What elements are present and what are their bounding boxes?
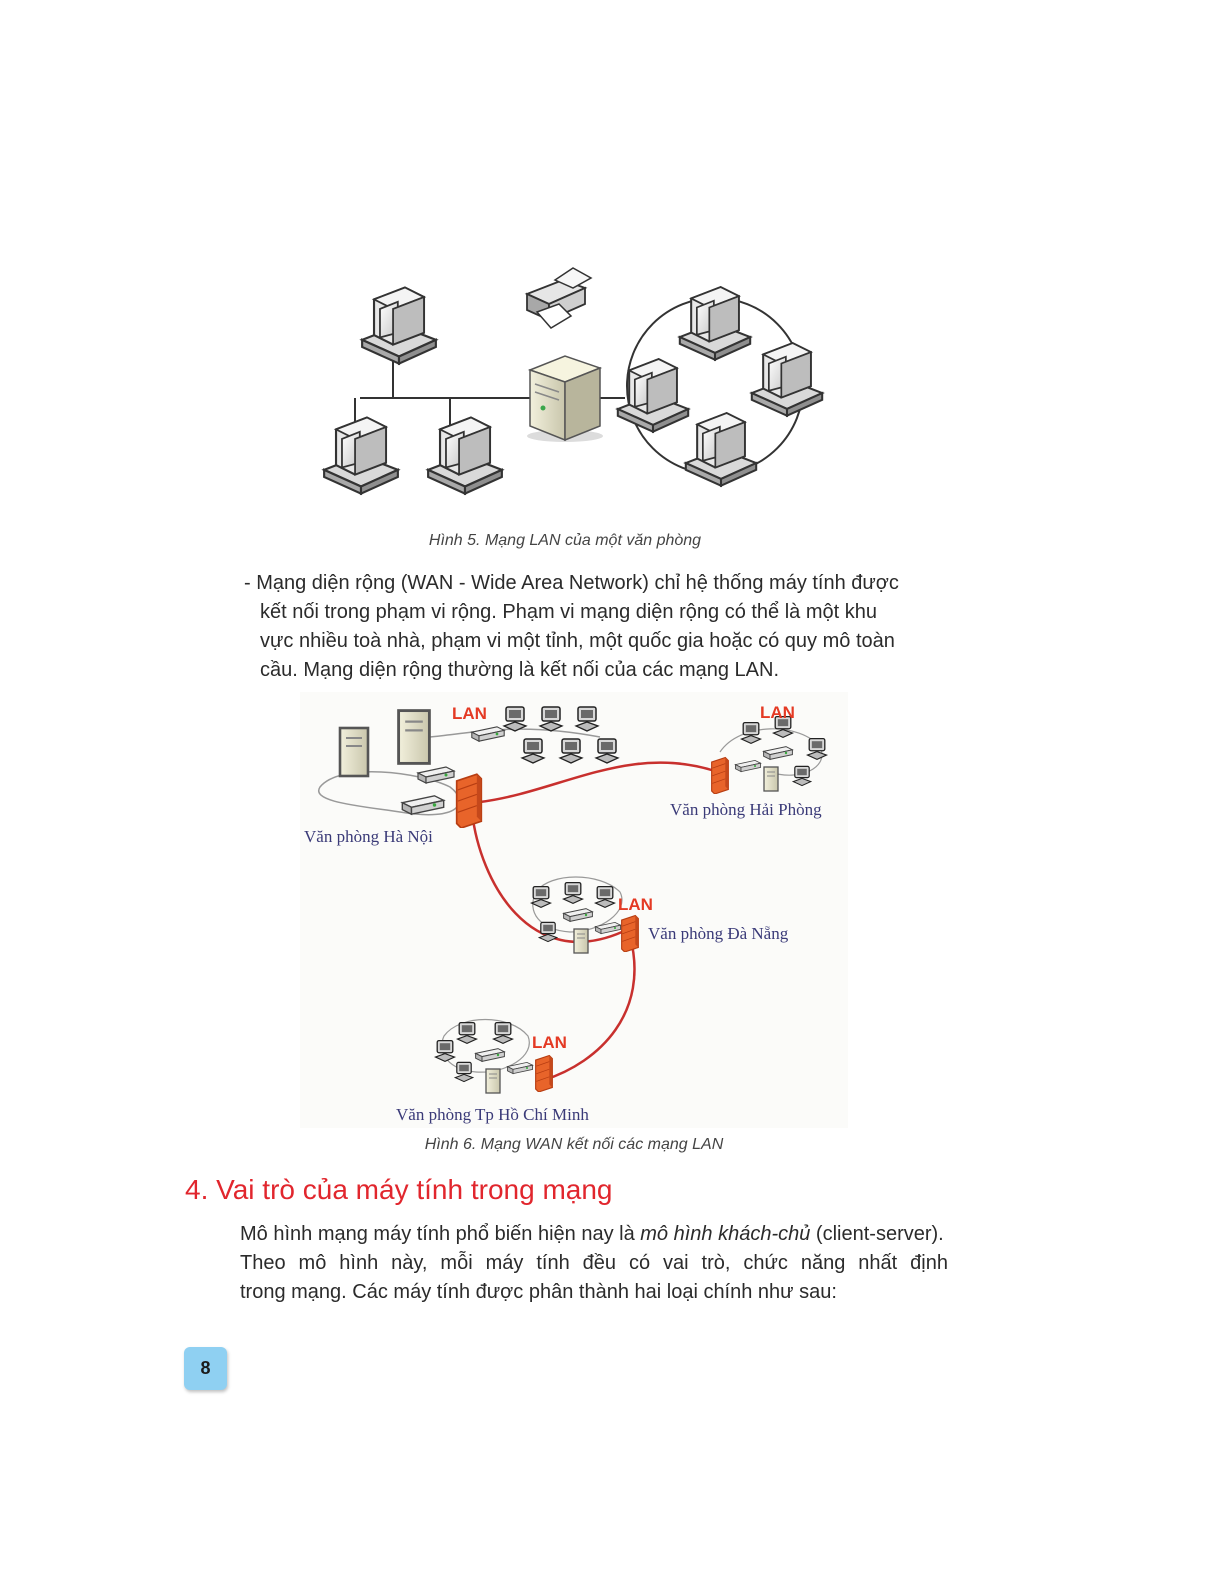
computer-icon: [504, 707, 526, 731]
wan-diagram: [300, 692, 848, 1128]
office-label-haiphong: Văn phòng Hải Phòng: [670, 800, 822, 819]
computer-icon: [807, 739, 826, 760]
server-icon: [340, 728, 368, 776]
server-icon: [574, 929, 588, 953]
firewall-icon: [622, 916, 639, 952]
server-icon: [399, 711, 430, 764]
lan-computer-icon: [618, 359, 688, 432]
client-server-term: mô hình khách-chủ: [640, 1223, 811, 1245]
computer-icon: [596, 739, 618, 763]
figure-6-caption: Hình 6. Mạng WAN kết nối các mạng LAN: [424, 1136, 724, 1153]
figure-5-caption: Hình 5. Mạng LAN của một văn phòng: [428, 532, 702, 549]
section-4-heading: 4. Vai trò của máy tính trong mạng: [185, 1174, 613, 1205]
server-tower-icon: [527, 356, 603, 442]
section-4-text: (client-server).: [810, 1223, 944, 1245]
computer-icon: [560, 739, 582, 763]
computer-icon: [595, 887, 614, 908]
computer-icon: [793, 766, 811, 785]
lan-office-diagram: [315, 258, 825, 498]
computer-icon: [455, 1062, 473, 1081]
wan-paragraph-line: vực nhiều toà nhà, phạm vi một tỉnh, một quốc gia hoặc có quy mô toàn: [260, 630, 895, 652]
computer-icon: [563, 883, 582, 904]
computer-icon: [493, 1023, 512, 1044]
lan-computer-icon: [324, 418, 398, 494]
office-label-hcm: Văn phòng Tp Hồ Chí Minh: [396, 1105, 589, 1124]
computer-icon: [540, 707, 562, 731]
page-number-badge: [184, 1347, 227, 1390]
lan-label-hcm: LAN: [532, 1033, 567, 1052]
computer-icon: [531, 887, 550, 908]
firewall-icon: [712, 758, 729, 794]
lan-computer-icon: [428, 418, 502, 494]
computer-icon: [522, 739, 544, 763]
server-icon: [764, 767, 778, 791]
computer-icon: [539, 922, 557, 941]
lan-computer-icon: [680, 287, 750, 360]
server-icon: [486, 1069, 500, 1093]
firewall-icon: [457, 774, 482, 828]
lan-label-hanoi: LAN: [452, 704, 487, 723]
printer-icon: [527, 268, 591, 328]
page-number: 8: [200, 1358, 211, 1378]
section-4-line: trong mạng. Các máy tính được phân thành hai loại chính như sau:: [240, 1281, 837, 1303]
wan-paragraph-line: kết nối trong phạm vi rộng. Phạm vi mạng diện rộng có thể là một khu: [260, 601, 878, 623]
computer-icon: [435, 1041, 454, 1062]
lan-label-danang: LAN: [618, 895, 653, 914]
office-label-hanoi: Văn phòng Hà Nội: [304, 827, 433, 846]
wan-paragraph-line: - Mạng diện rộng (WAN - Wide Area Network) chỉ hệ thống máy tính được: [244, 572, 899, 594]
lan-label-haiphong: LAN: [760, 703, 795, 722]
office-label-danang: Văn phòng Đà Nẵng: [648, 924, 789, 943]
lan-computer-icon: [752, 343, 822, 416]
computer-icon: [576, 707, 598, 731]
computer-icon: [457, 1023, 476, 1044]
computer-icon: [741, 723, 760, 744]
lan-computer-icon: [686, 413, 756, 486]
wan-paragraph: [244, 569, 948, 685]
wan-paragraph-line: cầu. Mạng diện rộng thường là kết nối của các mạng LAN.: [260, 659, 780, 681]
section-4-line: [240, 1220, 948, 1249]
lan-computer-icon: [362, 288, 436, 364]
firewall-icon: [536, 1056, 553, 1092]
section-4-text: Mô hình mạng máy tính phổ biến hiện nay là: [240, 1223, 641, 1245]
section-4-line: Theo mô hình này, mỗi máy tính đều có vai trò, chức năng nhất định: [240, 1252, 948, 1274]
section-4-paragraph: [240, 1220, 948, 1307]
